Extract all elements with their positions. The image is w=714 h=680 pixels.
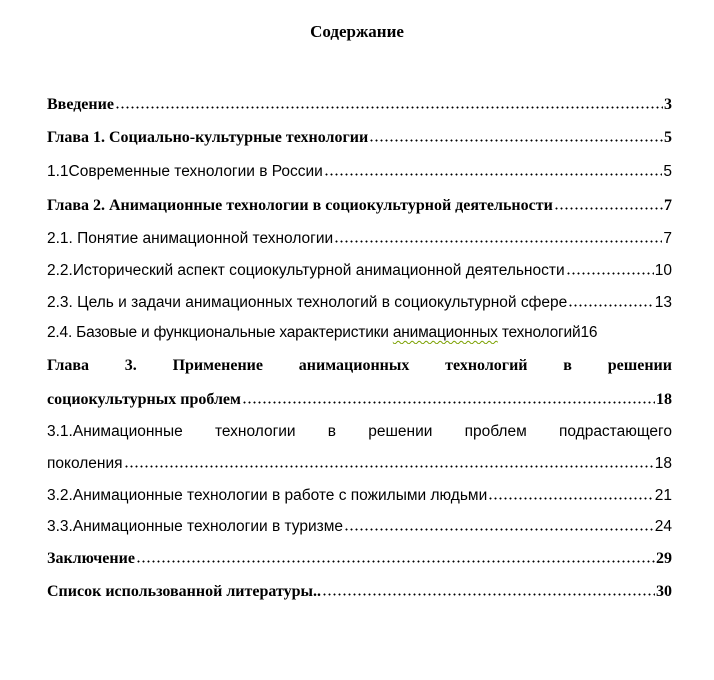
toc-entry-text: 2.2.Исторический аспект социокультурной анимационной деятельности [47,261,565,279]
leader-dots [324,160,663,176]
toc-title: Содержание [310,22,404,41]
toc-entry-page: 29 [656,550,672,567]
toc-entry-2-2 [47,259,672,281]
toc-entry-bibliography [47,580,672,602]
toc-entry-text: технологий [497,324,581,341]
toc-entry-page: 30 [656,583,672,600]
toc-entry-page: 7 [663,229,672,247]
toc-entry-text: 2.3. Цель и задачи анимационных технологий в социокультурной сфере [47,293,568,311]
leader-dots [136,547,655,563]
toc-entry-page: 21 [654,486,672,504]
toc-entry-1-1 [47,160,672,182]
spellcheck-underlined-word: анимационных [392,324,498,341]
toc-entry-page: 16 [580,324,598,341]
toc-entry-text: Глава 3. Применение анимационных технологий в решении [47,357,672,374]
toc-entry-page: 18 [654,454,672,472]
leader-dots [554,194,663,210]
toc-entry-text: 3.2.Анимационные технологии в работе с пожилыми людьми [47,486,488,504]
toc-entry-chapter-3-line2 [47,388,672,410]
toc-entry-text: Заключение [47,550,135,567]
leader-dots [124,452,654,468]
leader-dots [488,484,654,500]
toc-entry-text: Введение [47,96,114,113]
toc-entry-introduction [47,93,672,115]
toc-entry-text: 3.1.Анимационные технологии в решении проблем подрастающего [47,423,672,440]
toc-entry-page: 5 [663,162,672,180]
toc-entry-text: 2.4. Базовые и функциональные характеристики [47,324,393,341]
toc-entry-3-1-line2 [47,452,672,474]
leader-dots [568,291,654,307]
leader-dots [115,93,663,109]
toc-entry-text: 1.1Современные технологии в России [47,162,323,180]
toc-entry-page: 13 [654,293,672,311]
toc-entry-text: поколения [47,454,123,472]
toc-entry-text: Список использованной литературы.. [47,583,321,600]
toc-entry-chapter-1 [47,126,672,148]
toc-entry-text: 3.3.Анимационные технологии в туризме [47,517,343,535]
toc-entry-text: социокультурных проблем [47,391,241,408]
leader-dots [369,126,663,142]
toc-entry-2-1 [47,227,672,249]
leader-dots [334,227,662,243]
toc-entry-text: Глава 2. Анимационные технологии в социокультурной деятельности [47,197,553,214]
toc-entry-page: 3 [664,96,672,113]
toc-entry-3-2 [47,484,672,506]
leader-dots [242,388,655,404]
toc-entry-page: 7 [664,197,672,214]
toc-entry-conclusion [47,547,672,569]
toc-entry-chapter-3-line1 [47,355,672,377]
toc-entry-2-3 [47,291,672,313]
toc-entry-3-3 [47,515,672,537]
toc-entry-page: 5 [664,129,672,146]
leader-dots [322,580,655,596]
toc-entry-page: 24 [654,517,672,535]
toc-entry-page: 18 [656,391,672,408]
toc-entry-chapter-2 [47,194,672,216]
leader-dots [566,259,654,275]
leader-dots [344,515,654,531]
toc-entry-text: 2.1. Понятие анимационной технологии [47,229,334,247]
toc-entry-2-4 [47,322,672,344]
toc-entry-text: Глава 1. Социально-культурные технологии [47,129,369,146]
toc-entry-3-1-line1 [47,421,672,443]
toc-entry-page: 10 [654,261,672,279]
